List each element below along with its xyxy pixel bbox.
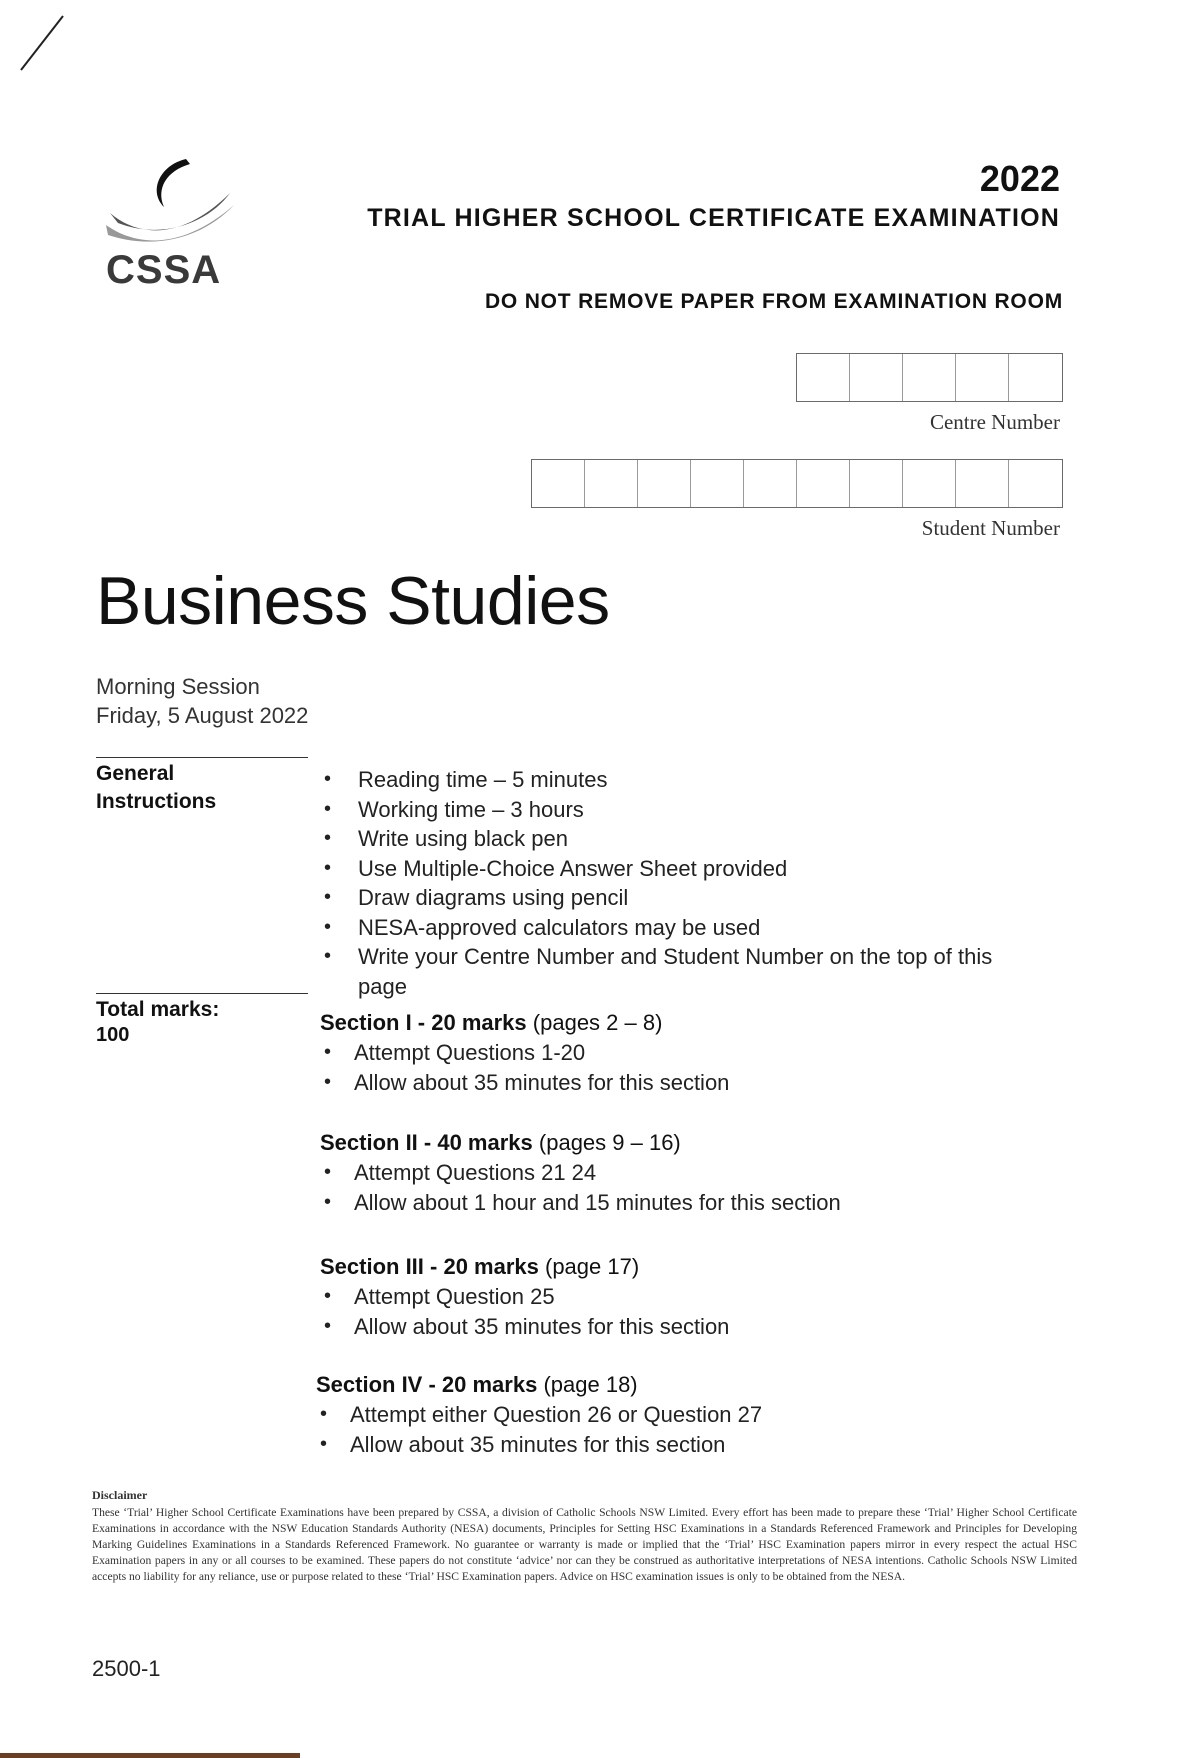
centre-number-digit[interactable] — [850, 354, 903, 401]
student-number-digit[interactable] — [691, 460, 744, 507]
list-item: • Write using black pen — [320, 824, 1040, 854]
list-item: • Attempt Questions 1-20 — [320, 1038, 1040, 1068]
section-items — [320, 1282, 1040, 1341]
total-marks-heading: Total marks: — [96, 998, 220, 1021]
section-items — [316, 1400, 1036, 1459]
list-item: • Write your Centre Number and Student Number on the top of this page — [320, 942, 1040, 1001]
section-title: Section III - 20 marks — [320, 1254, 539, 1279]
list-item: • Attempt Question 25 — [320, 1282, 1040, 1312]
centre-number-digit[interactable] — [903, 354, 956, 401]
section-heading — [320, 1252, 1040, 1282]
disclaimer-text: These ‘Trial’ Higher School Certificate Examinations have been prepared by CSSA, a division of Catholic Schools NSW Limited. Every effort has been made to prepare these ‘Trial’ Higher School Certificate Examinations in accordance with the NSW Education Standards Authority (NESA) documents, Principles for Setting HSC Examinations in a Standards Referenced Framework and Principles for Developing Marking Guidelines Examinations in a Standards Referenced Framework. No guarantee or warranty is made or implied that the ‘Trial’ HSC Examination papers mirror in every respect the actual HSC Examination papers in any or all courses to be examined. These papers do not constitute ‘advice’ nor can they be construed as authoritative interpretations of NESA intentions. Catholic Schools NSW Limited accepts no liability for any reliance, use or purpose related to these ‘Trial’ HSC Examination papers. Advice on HSC examination issues is only to be obtained from the NESA. — [92, 1506, 1077, 1583]
section-2 — [320, 1128, 1040, 1217]
list-item: • Use Multiple-Choice Answer Sheet provided — [320, 854, 1040, 884]
section-heading — [320, 1128, 1040, 1158]
centre-number-digit[interactable] — [1009, 354, 1062, 401]
list-item: • Allow about 35 minutes for this section — [320, 1312, 1040, 1342]
list-item: • NESA-approved calculators may be used — [320, 913, 1040, 943]
cssa-logo — [104, 155, 244, 292]
list-item: • Allow about 35 minutes for this section — [320, 1068, 1040, 1098]
list-item: • Draw diagrams using pencil — [320, 883, 1040, 913]
section-items — [320, 1158, 1040, 1217]
general-instructions-heading: General Instructions — [96, 762, 217, 813]
student-number-digit[interactable] — [797, 460, 850, 507]
list-item: • Working time – 3 hours — [320, 795, 1040, 825]
student-number-digit[interactable] — [638, 460, 691, 507]
student-number-digit[interactable] — [532, 460, 585, 507]
student-number-digit[interactable] — [1009, 460, 1062, 507]
student-number-digit[interactable] — [956, 460, 1009, 507]
pen-stroke-mark — [18, 14, 68, 74]
divider — [96, 993, 308, 994]
disclaimer-title: Disclaimer — [92, 1488, 148, 1502]
list-item: • Attempt either Question 26 or Question 27 — [316, 1400, 1036, 1430]
section-heading — [316, 1370, 1036, 1400]
student-number-label: Student Number — [921, 516, 1060, 540]
paper-code: 2500-1 — [92, 1656, 161, 1681]
list-item: • Attempt Questions 21 24 — [320, 1158, 1040, 1188]
exam-date: Friday, 5 August 2022 — [96, 703, 309, 728]
divider — [96, 757, 308, 758]
section-title: Section II - 40 marks — [320, 1130, 533, 1155]
centre-number-boxes[interactable] — [796, 353, 1063, 402]
session-label: Morning Session — [96, 674, 260, 699]
section-3 — [320, 1252, 1040, 1341]
section-pages: (page 17) — [545, 1254, 640, 1279]
subject-title: Business Studies — [96, 563, 610, 639]
list-item: • Allow about 35 minutes for this section — [316, 1430, 1036, 1460]
logo-swoosh-icon — [104, 155, 244, 250]
total-marks-value: 100 — [96, 1024, 130, 1046]
list-item: • Allow about 1 hour and 15 minutes for this section — [320, 1188, 1040, 1218]
centre-number-digit[interactable] — [956, 354, 1009, 401]
section-pages: (page 18) — [543, 1372, 638, 1397]
section-4 — [316, 1370, 1036, 1459]
centre-number-digit[interactable] — [797, 354, 850, 401]
section-heading — [320, 1008, 1040, 1038]
student-number-boxes[interactable] — [531, 459, 1063, 508]
student-number-digit[interactable] — [585, 460, 638, 507]
section-items — [320, 1038, 1040, 1097]
exam-room-notice: DO NOT REMOVE PAPER FROM EXAMINATION ROOM — [484, 290, 1063, 313]
list-item: • Reading time – 5 minutes — [320, 765, 1040, 795]
section-pages: (pages 9 – 16) — [538, 1130, 681, 1155]
section-title: Section I - 20 marks — [320, 1010, 527, 1035]
section-1 — [320, 1008, 1040, 1097]
centre-number-label: Centre Number — [929, 410, 1060, 434]
student-number-digit[interactable] — [850, 460, 903, 507]
exam-title: TRIAL HIGHER SCHOOL CERTIFICATE EXAMINATION — [367, 204, 1060, 232]
student-number-digit[interactable] — [903, 460, 956, 507]
disclaimer — [92, 1488, 1077, 1585]
student-number-digit[interactable] — [744, 460, 797, 507]
section-title: Section IV - 20 marks — [316, 1372, 538, 1397]
section-pages: (pages 2 – 8) — [532, 1010, 663, 1035]
page-edge-shadow — [0, 1753, 300, 1758]
logo-text: CSSA — [106, 248, 222, 292]
general-instructions-list — [320, 765, 1040, 1001]
exam-year: 2022 — [979, 158, 1060, 199]
